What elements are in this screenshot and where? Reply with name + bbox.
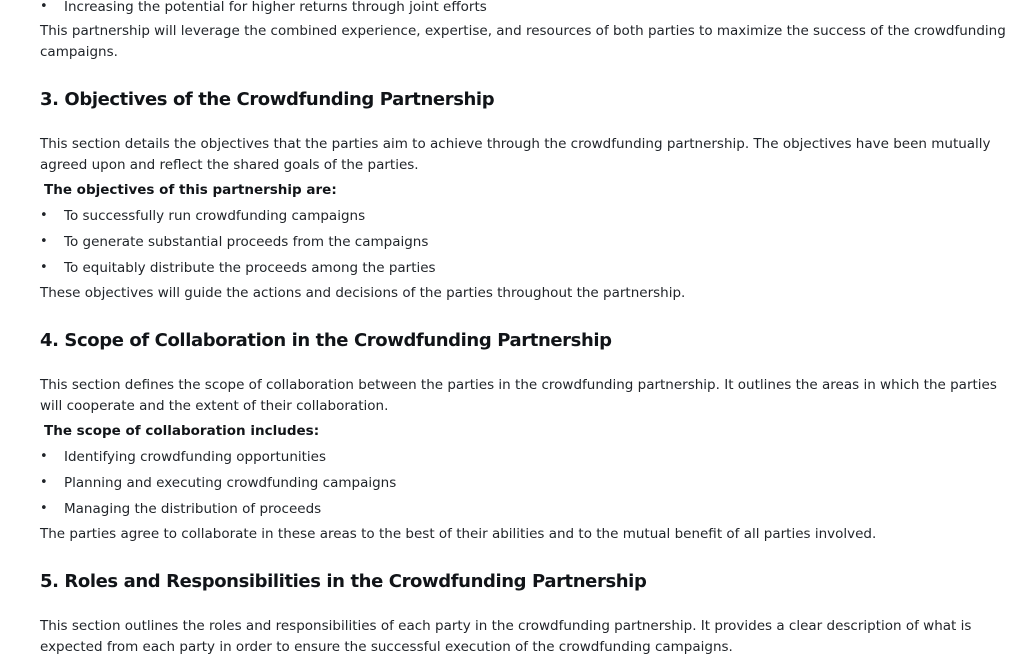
paragraph: This partnership will leverage the combined experience, expertise, and resources of both parties to maximize the success of the crowdfunding campaigns.: [40, 23, 1006, 60]
section-3-intro: This section details the objectives that the parties aim to achieve through the crowdfunding partnership. The objectives have been mutually agreed upon and reflect the shared goals of the parties.: [40, 136, 991, 173]
list-item: • Increasing the potential for higher returns through joint efforts: [40, 0, 1010, 20]
section-heading-3: 3. Objectives of the Crowdfunding Partnership: [40, 89, 495, 110]
list-item: • Planning and executing crowdfunding campaigns: [40, 470, 1010, 496]
document-body: [40, 0, 1010, 657]
list-item: • Managing the distribution of proceeds: [40, 496, 1010, 522]
section-heading-4: 4. Scope of Collaboration in the Crowdfunding Partnership: [40, 330, 612, 351]
section-3-outro: These objectives will guide the actions and decisions of the parties throughout the partnership.: [40, 285, 686, 301]
section-4-lead: The scope of collaboration includes:: [44, 423, 320, 439]
list-item: • To equitably distribute the proceeds among the parties: [40, 255, 1010, 281]
list-item: • To generate substantial proceeds from the campaigns: [40, 229, 1010, 255]
section-3-lead: The objectives of this partnership are:: [44, 182, 337, 198]
list-item: • Identifying crowdfunding opportunities: [40, 444, 1010, 470]
section-4-outro: The parties agree to collaborate in these areas to the best of their abilities and to the mutual benefit of all parties involved.: [40, 526, 877, 542]
section-4-intro: This section defines the scope of collaboration between the parties in the crowdfunding partnership. It outlines the areas in which the parties will cooperate and the extent of their collaboration.: [40, 377, 997, 414]
list-item: • To successfully run crowdfunding campaigns: [40, 203, 1010, 229]
section-5-intro: This section outlines the roles and responsibilities of each party in the crowdfunding partnership. It provides a clear description of what is expected from each party in order to ensure the successful execution of the crowdfunding campaigns.: [40, 618, 972, 655]
section-heading-5: 5. Roles and Responsibilities in the Crowdfunding Partnership: [40, 571, 647, 592]
